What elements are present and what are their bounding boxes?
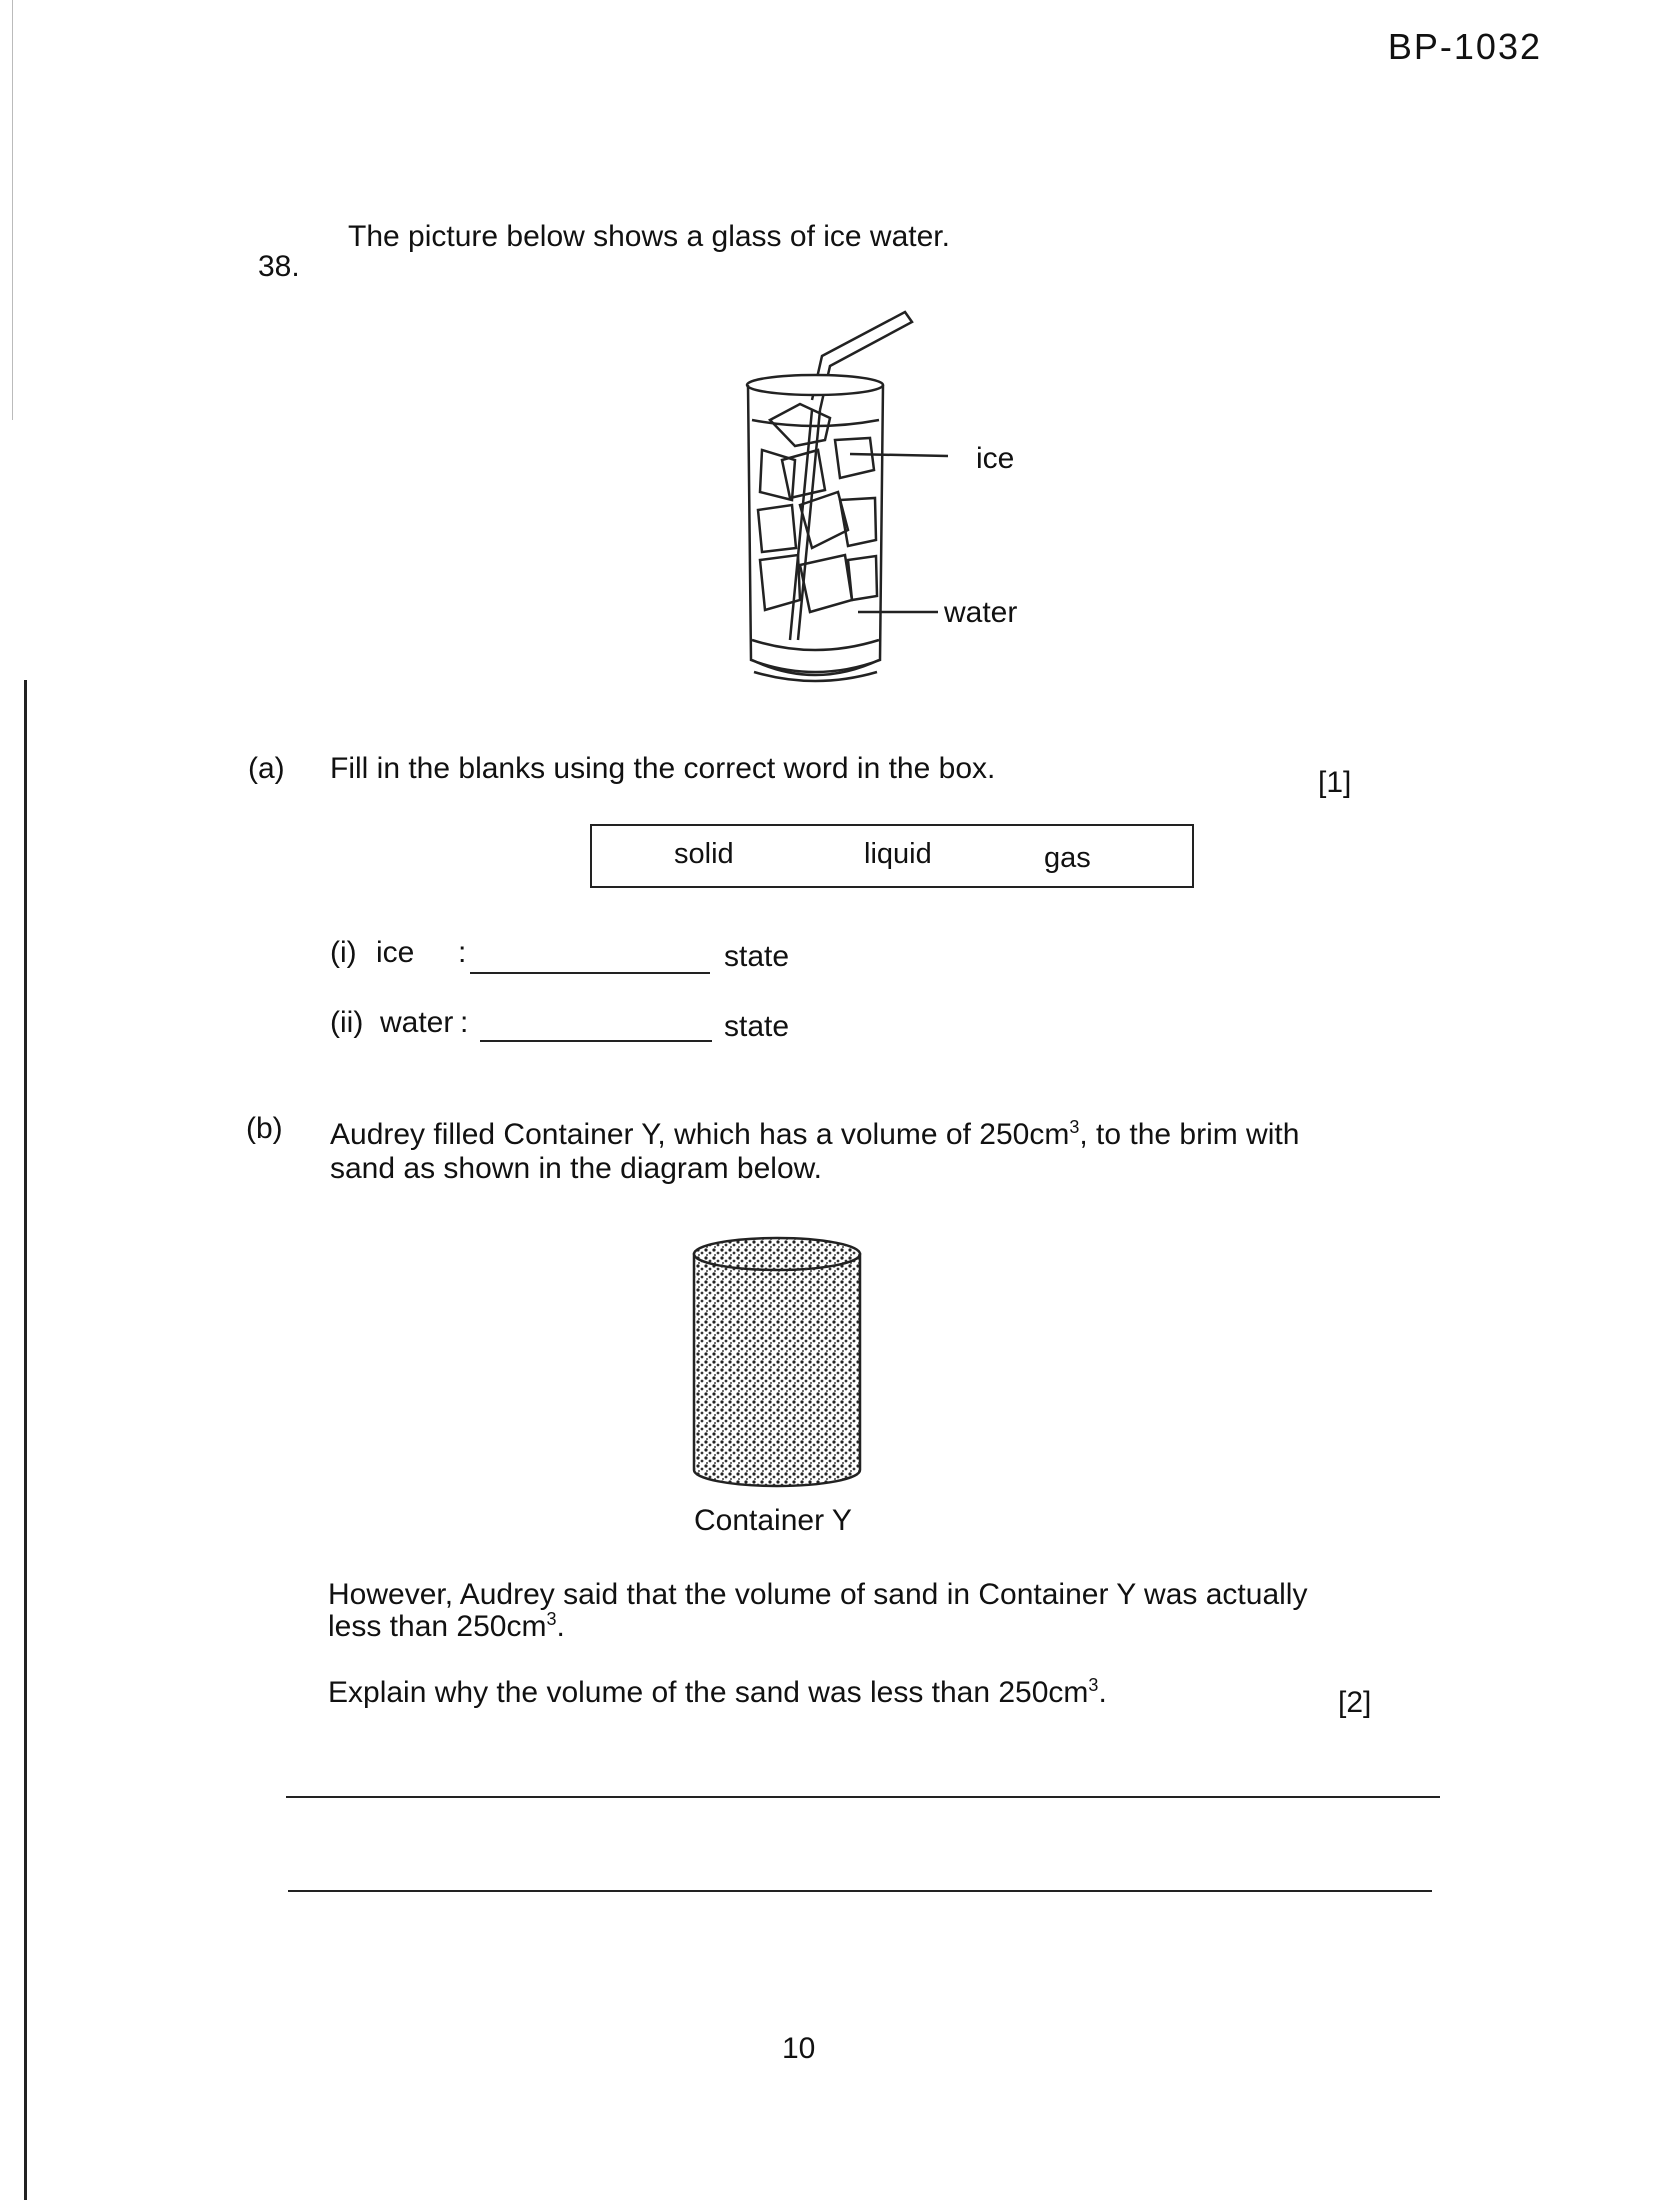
part-a-label: (a) (248, 752, 285, 785)
container-body (694, 1254, 860, 1486)
page-number: 10 (782, 2032, 816, 2065)
part-b-para-line1: However, Audrey said that the volume of sand in Container Y was actually (328, 1578, 1308, 1611)
ice-cube (848, 556, 877, 600)
part-b-line1-text: Audrey filled Container Y, which has a volume of 250cm (330, 1118, 1070, 1151)
word-option-liquid: liquid (864, 838, 932, 870)
glass-base (752, 640, 879, 681)
part-a-prompt: Fill in the blanks using the correct word in the box. (330, 752, 996, 785)
question-intro: The picture below shows a glass of ice water. (348, 220, 950, 253)
superscript: 3 (546, 1609, 557, 1629)
ice-cube (800, 555, 852, 612)
part-b-para-line2 (328, 1610, 565, 1644)
item-i-term: ice (376, 936, 415, 969)
item-ii-colon: : (460, 1006, 469, 1039)
ice-label: ice (976, 442, 1015, 475)
part-b-question-end: . (1098, 1676, 1107, 1709)
answer-line-2[interactable] (288, 1890, 1432, 1892)
part-b-question-text: Explain why the volume of the sand was less than 250cm (328, 1676, 1089, 1709)
straw-in-glass (790, 410, 820, 640)
container-caption: Container Y (694, 1504, 852, 1537)
word-option-solid: solid (674, 838, 734, 870)
water-label: water (944, 596, 1018, 629)
part-b-line2: sand as shown in the diagram below. (330, 1152, 822, 1185)
part-b-marks: [2] (1338, 1686, 1372, 1719)
ice-cube (782, 450, 825, 498)
ice-cube (760, 555, 800, 610)
part-a-marks: [1] (1318, 766, 1352, 799)
ice-pointer-line (850, 454, 948, 456)
water-state-blank[interactable] (480, 1040, 712, 1042)
ice-cube (758, 505, 796, 552)
item-ii-suffix: state (724, 1010, 790, 1043)
straw (812, 312, 912, 410)
ice-cube (835, 438, 874, 478)
part-b-question (328, 1676, 1107, 1710)
para-line2-text: less than 250cm (328, 1610, 547, 1643)
glass-rim (747, 375, 883, 395)
answer-line-1[interactable] (286, 1796, 1440, 1798)
item-ii-term: water (380, 1006, 454, 1039)
paper-code: BP-1032 (1387, 26, 1542, 67)
question-number: 38. (258, 250, 300, 283)
glass-icon (747, 312, 948, 681)
item-i-colon: : (458, 936, 467, 969)
superscript: 3 (1069, 1117, 1080, 1137)
scan-edge-line (12, 0, 13, 420)
ice-cube (840, 498, 876, 546)
part-b-line1-end: , to the brim with (1079, 1118, 1300, 1151)
part-b-label: (b) (246, 1112, 283, 1145)
container-icon (694, 1238, 860, 1486)
scan-binding-line (24, 680, 27, 2200)
glass-wall (748, 385, 883, 672)
part-b-line1 (330, 1118, 1299, 1152)
word-option-gas: gas (1044, 842, 1091, 874)
item-i-label: (i) (330, 936, 357, 969)
para-line2-end: . (556, 1610, 565, 1643)
water-surface (752, 420, 879, 426)
ice-state-blank[interactable] (470, 972, 710, 974)
ice-cube (770, 404, 830, 446)
ice-cube (800, 492, 848, 548)
item-i-suffix: state (724, 940, 790, 973)
ice-cube (760, 450, 795, 500)
word-box (590, 824, 1194, 888)
item-ii-label: (ii) (330, 1006, 364, 1039)
superscript: 3 (1088, 1675, 1099, 1695)
container-top (694, 1238, 860, 1270)
